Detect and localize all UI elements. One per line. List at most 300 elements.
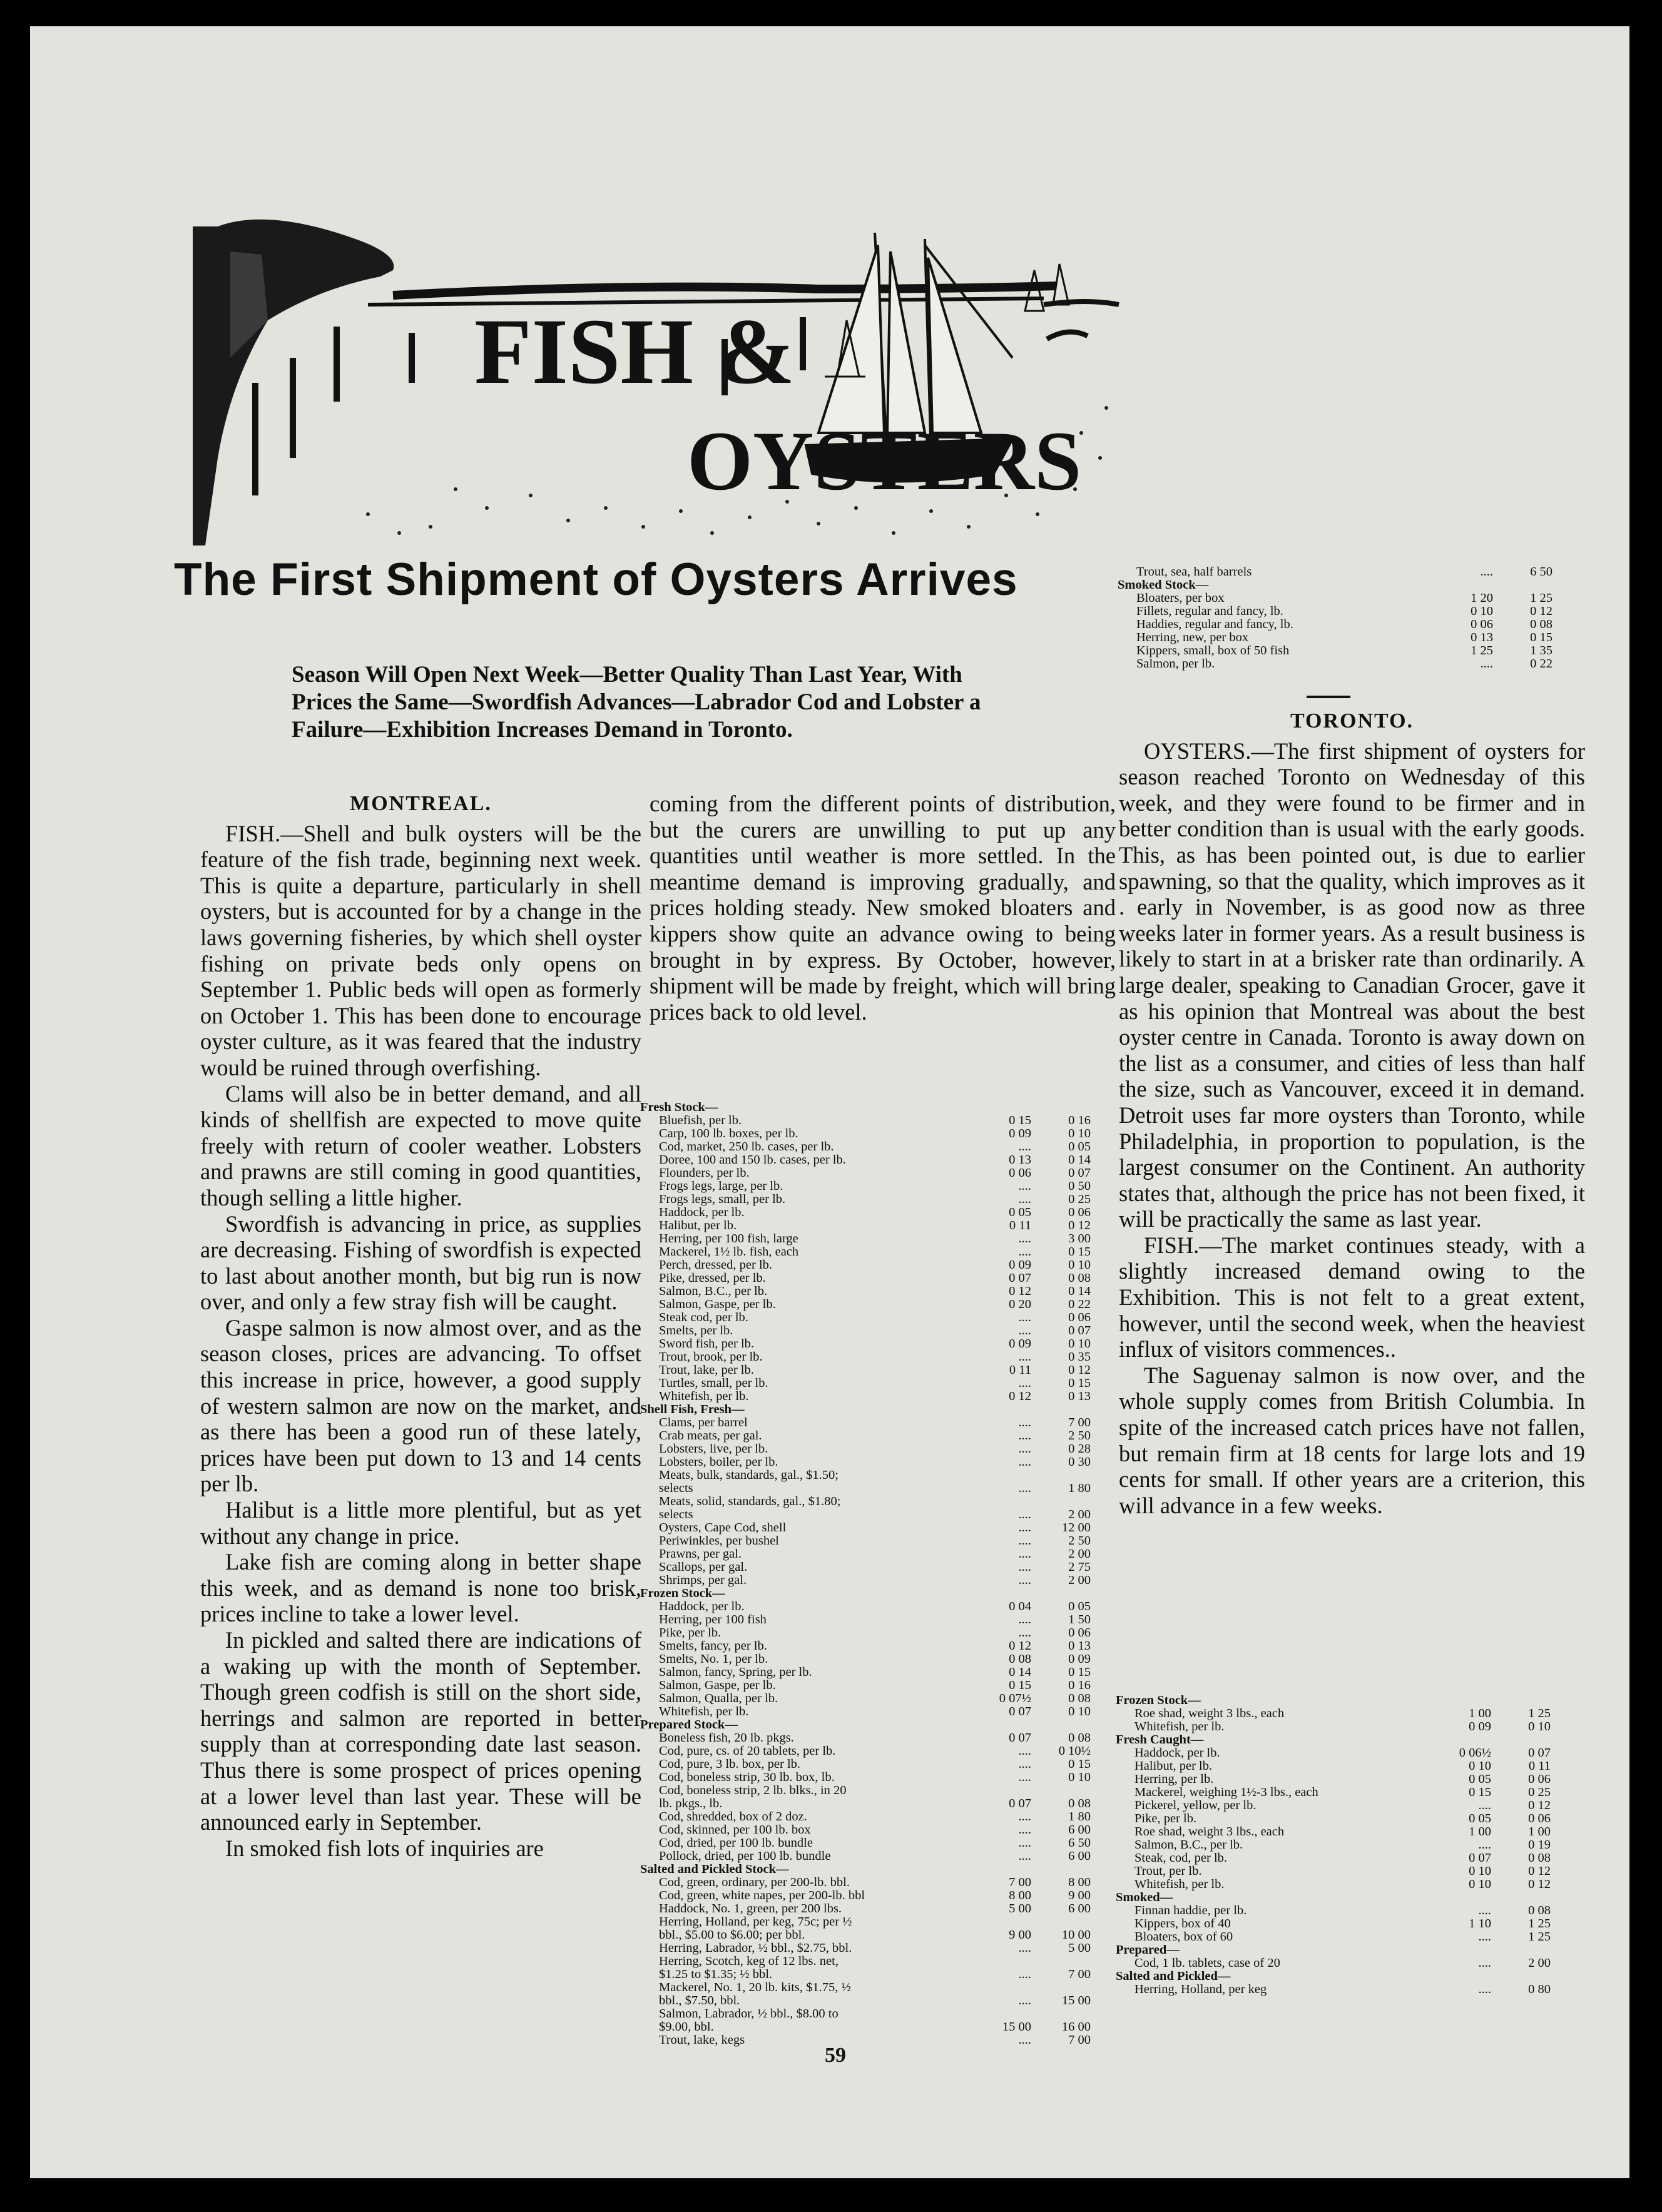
price-low: ....: [1018, 1535, 1031, 1548]
price-low: ....: [1018, 1232, 1031, 1246]
price-high: 2 00: [1528, 1957, 1551, 1970]
price-low: ....: [1018, 1824, 1031, 1837]
price-high: 2 00: [1068, 1508, 1091, 1521]
price-low: 0 12: [1009, 1285, 1031, 1298]
price-item-name: Herring, new, per box: [1136, 631, 1249, 644]
price-row: [640, 1469, 1116, 1482]
price-high: 0 30: [1068, 1456, 1091, 1469]
price-high: 1 25: [1528, 1707, 1551, 1720]
price-row: [640, 1259, 1116, 1272]
montreal-heading: MONTREAL.: [350, 792, 492, 815]
price-item-name: Flounders, per lb.: [659, 1167, 750, 1180]
price-high: 1 25: [1530, 592, 1552, 605]
price-item-name: Sword fish, per lb.: [659, 1337, 755, 1351]
price-row: [640, 1390, 1116, 1403]
price-low: 5 00: [1009, 1902, 1031, 1915]
price-high: 6 00: [1068, 1902, 1091, 1915]
price-item-name: $1.25 to $1.35; ½ bbl.: [659, 1968, 773, 1981]
price-item-name: Trout, per lb.: [1134, 1865, 1202, 1878]
price-item-name: Salmon, Gaspe, per lb.: [659, 1679, 776, 1692]
price-high: 1 80: [1068, 1810, 1091, 1824]
price-low: 0 07: [1009, 1272, 1031, 1285]
price-high: 1 35: [1530, 644, 1552, 657]
price-row: [1116, 1839, 1591, 1852]
price-item-name: Trout, sea, half barrels: [1136, 566, 1252, 579]
price-low: ....: [1018, 1613, 1031, 1626]
price-item-name: Cod, dried, per 100 lb. bundle: [659, 1837, 813, 1850]
price-row: [640, 1981, 1116, 1994]
price-row: [1118, 592, 1593, 605]
price-section-header: [640, 1718, 1116, 1732]
price-item-name: Cod, 1 lb. tablets, case of 20: [1134, 1957, 1280, 1970]
price-row: [640, 2021, 1116, 2034]
price-high: 2 00: [1068, 1574, 1091, 1587]
toronto-paragraph: The Saguenay salmon is now over, and the whole supply comes from British Columbia. In spite of the increased catch prices have not fallen, but remain firm at 18 cents for large lots and 19 cents for small. If other years are a criterion, this will advance in a few weeks.: [1119, 1362, 1585, 1518]
price-section-header: [1118, 579, 1593, 592]
price-section-label: Smoked—: [1116, 1891, 1173, 1904]
price-high: 0 08: [1068, 1732, 1091, 1745]
price-item-name: Cod, skinned, per 100 lb. box: [659, 1824, 811, 1837]
price-row: [640, 2007, 1116, 2021]
price-item-name: bbl., $7.50, bbl.: [659, 1994, 740, 2007]
price-item-name: Herring, per lb.: [1134, 1773, 1214, 1786]
price-low: ....: [1018, 1351, 1031, 1364]
price-low: ....: [1018, 1745, 1031, 1758]
montreal-paragraph: Swordfish is advancing in price, as supplies are decreasing. Fishing of swordfish is expected to last about another month, but big run is now over, and only a few stray fish will be caught.: [200, 1210, 641, 1315]
page-number: 59: [825, 2044, 846, 2067]
price-item-name: Clams, per barrel: [659, 1416, 748, 1429]
price-row: [640, 1666, 1116, 1679]
price-high: 0 22: [1068, 1298, 1091, 1311]
price-row: [1116, 1878, 1591, 1891]
price-section-label: Prepared Stock—: [640, 1718, 738, 1732]
price-low: 0 07: [1009, 1705, 1031, 1718]
price-high: 0 10: [1068, 1705, 1091, 1718]
price-low: 1 10: [1469, 1917, 1491, 1930]
price-item-name: Bloaters, per box: [1136, 592, 1225, 605]
price-section-label: Salted and Pickled—: [1116, 1970, 1231, 1983]
masthead-illustration: [193, 195, 1131, 549]
montreal-paragraph: Clams will also be in better demand, and all kinds of shellfish are expected to move quite freely with return of cooler weather. Lobsters and prawns are still coming in good quantities, though selling a little higher.: [200, 1080, 641, 1210]
montreal-paragraph: Lake fish are coming along in better shape this week, and as demand is none too brisk, prices incline to take a lower level.: [200, 1549, 641, 1627]
price-row: [640, 1994, 1116, 2007]
price-item-name: Mackerel, No. 1, 20 lb. kits, $1.75, ½: [659, 1981, 851, 1994]
price-item-name: bbl., $5.00 to $6.00; per bbl.: [659, 1929, 805, 1942]
price-high: 12 00: [1061, 1521, 1091, 1535]
price-high: 0 15: [1068, 1758, 1091, 1771]
price-item-name: Frogs legs, small, per lb.: [659, 1193, 786, 1206]
price-row: [640, 1613, 1116, 1626]
price-row: [1118, 657, 1593, 671]
toronto-heading: TORONTO.: [1290, 709, 1414, 733]
price-item-name: Kippers, small, box of 50 fish: [1136, 644, 1290, 657]
price-high: 2 00: [1068, 1548, 1091, 1561]
price-item-name: Smelts, per lb.: [659, 1324, 733, 1337]
price-high: 0 12: [1528, 1865, 1551, 1878]
price-low: 0 05: [1009, 1206, 1031, 1219]
price-high: 7 00: [1068, 1416, 1091, 1429]
price-low: ....: [1018, 1324, 1031, 1337]
price-row: [1116, 1825, 1591, 1839]
price-row: [640, 1521, 1116, 1535]
price-item-name: Herring, per 100 fish: [659, 1613, 767, 1626]
price-row: [640, 1127, 1116, 1140]
price-row: [1118, 605, 1593, 618]
price-item-name: Shrimps, per gal.: [659, 1574, 747, 1587]
price-row: [640, 1705, 1116, 1718]
price-high: 0 50: [1068, 1180, 1091, 1193]
price-high: 0 15: [1068, 1377, 1091, 1390]
price-high: 0 10: [1068, 1771, 1091, 1784]
price-low: 0 09: [1469, 1720, 1491, 1733]
price-item-name: Whitefish, per lb.: [1134, 1720, 1225, 1733]
price-item-name: Haddock, per lb.: [1134, 1747, 1220, 1760]
price-low: 0 11: [1009, 1364, 1031, 1377]
price-item-name: Cod, market, 250 lb. cases, per lb.: [659, 1140, 834, 1154]
price-low: ....: [1018, 1193, 1031, 1206]
price-low: ....: [1478, 1799, 1491, 1812]
price-high: 2 50: [1068, 1429, 1091, 1443]
price-low: 0 05: [1469, 1812, 1491, 1825]
price-item-name: Pike, per lb.: [1134, 1812, 1197, 1825]
masthead-title-line2: OYSTERS: [687, 415, 1082, 508]
price-low: 1 00: [1469, 1825, 1491, 1839]
price-low: 0 14: [1009, 1666, 1031, 1679]
price-item-name: Haddock, per lb.: [659, 1600, 745, 1613]
price-item-name: Herring, Labrador, ½ bbl., $2.75, bbl.: [659, 1942, 852, 1955]
price-item-name: Meats, bulk, standards, gal., $1.50;: [659, 1469, 839, 1482]
price-item-name: Frogs legs, large, per lb.: [659, 1180, 783, 1193]
price-section-label: Frozen Stock—: [1116, 1694, 1201, 1707]
price-high: 0 15: [1068, 1246, 1091, 1259]
price-section-header: [1116, 1733, 1591, 1747]
toronto-column: [1119, 708, 1585, 1518]
price-high: 0 06: [1068, 1626, 1091, 1640]
price-row: [640, 1968, 1116, 1981]
price-row: [640, 1246, 1116, 1259]
price-high: 0 05: [1068, 1140, 1091, 1154]
price-row: [640, 1219, 1116, 1232]
price-high: 5 00: [1068, 1942, 1091, 1955]
price-row: [640, 1640, 1116, 1653]
price-item-name: Whitefish, per lb.: [1134, 1878, 1225, 1891]
price-row: [640, 1784, 1116, 1797]
price-row: [640, 1824, 1116, 1837]
article-headline: The First Shipment of Oysters Arrives: [174, 554, 1018, 605]
price-row: [1116, 1957, 1591, 1970]
price-item-name: Smelts, fancy, per lb.: [659, 1640, 767, 1653]
price-row: [640, 1797, 1116, 1810]
price-high: 0 14: [1068, 1285, 1091, 1298]
price-row: [640, 1180, 1116, 1193]
price-item-name: Whitefish, per lb.: [659, 1705, 749, 1718]
price-section-label: Fresh Caught—: [1116, 1733, 1204, 1747]
price-item-name: Periwinkles, per bushel: [659, 1535, 779, 1548]
price-high: 0 19: [1528, 1839, 1551, 1852]
price-row: [1116, 1799, 1591, 1812]
price-low: 0 07: [1009, 1732, 1031, 1745]
price-low: ....: [1018, 1180, 1031, 1193]
price-low: ....: [1478, 1930, 1491, 1944]
price-item-name: Meats, solid, standards, gal., $1.80;: [659, 1495, 841, 1508]
price-row: [640, 1561, 1116, 1574]
price-item-name: Pike, per lb.: [659, 1626, 721, 1640]
price-row: [640, 1429, 1116, 1443]
price-high: 0 11: [1528, 1760, 1551, 1773]
price-high: 0 10: [1068, 1259, 1091, 1272]
price-row: [640, 1626, 1116, 1640]
price-low: 0 20: [1009, 1298, 1031, 1311]
price-item-name: Salmon, per lb.: [1136, 657, 1215, 671]
toronto-price-list: [1116, 1694, 1591, 1996]
price-low: ....: [1018, 1626, 1031, 1640]
price-row: [1116, 1917, 1591, 1930]
price-low: ....: [1480, 566, 1493, 579]
price-row: [640, 1337, 1116, 1351]
price-row: [640, 1810, 1116, 1824]
price-row: [640, 1232, 1116, 1246]
price-row: [640, 1955, 1116, 1968]
price-high: 0 08: [1068, 1692, 1091, 1705]
price-item-name: Carp, 100 lb. boxes, per lb.: [659, 1127, 798, 1140]
price-row: [640, 1377, 1116, 1390]
price-low: 0 09: [1009, 1127, 1031, 1140]
price-low: 1 25: [1471, 644, 1493, 657]
price-item-name: Steak, cod, per lb.: [1134, 1852, 1228, 1865]
price-high: 0 12: [1068, 1364, 1091, 1377]
price-item-name: Haddock, per lb.: [659, 1206, 745, 1219]
price-low: ....: [1018, 1521, 1031, 1535]
price-high: 0 10: [1068, 1127, 1091, 1140]
price-section-label: Prepared—: [1116, 1944, 1180, 1957]
price-item-name: Prawns, per gal.: [659, 1548, 742, 1561]
montreal-paragraph: Halibut is a little more plentiful, but as yet without any change in price.: [200, 1497, 641, 1549]
price-item-name: Mackerel, 1½ lb. fish, each: [659, 1246, 799, 1259]
price-item-name: Steak cod, per lb.: [659, 1311, 748, 1324]
price-row: [640, 1915, 1116, 1929]
price-row: [1116, 1904, 1591, 1917]
price-item-name: Cod, boneless strip, 2 lb. blks., in 20: [659, 1784, 847, 1797]
price-high: 9 00: [1068, 1889, 1091, 1902]
price-row: [640, 1732, 1116, 1745]
price-item-name: Roe shad, weight 3 lbs., each: [1134, 1707, 1285, 1720]
section-divider: [1307, 696, 1350, 698]
price-high: 16 00: [1061, 2021, 1091, 2034]
price-high: 8 00: [1068, 1876, 1091, 1889]
price-low: 0 08: [1009, 1653, 1031, 1666]
price-row: [640, 1600, 1116, 1613]
price-low: 0 10: [1469, 1865, 1491, 1878]
toronto-paragraph: FISH.—The market continues steady, with a slightly increased demand owing to the Exhibition. This is not felt to a great extent, however, until the second week, when the heaviest influx of visitors commences..: [1119, 1232, 1585, 1362]
price-high: 0 15: [1068, 1666, 1091, 1679]
price-high: 6 00: [1068, 1824, 1091, 1837]
article-deck: Season Will Open Next Week—Better Quality Than Last Year, With Prices the Same—Swordfish Advances—Labrador Cod and Lobster a Failure—Exhibition Increases Demand in Toronto.: [292, 662, 981, 743]
price-low: 0 06: [1009, 1167, 1031, 1180]
price-section-header: [640, 1403, 1116, 1416]
price-high: 1 00: [1528, 1825, 1551, 1839]
price-low: ....: [1018, 2034, 1031, 2047]
montreal-paragraph: FISH.—Shell and bulk oysters will be the feature of the fish trade, beginning next week. This is quite a departure, particularly in shell oysters, but is accounted for by a change in the laws governing fisheries, by which shell oyster fishing on private beds only opens on September 1. Public beds will open as formerly on October 1. This has been done to encourage oyster culture, as it was feared that the industry would be ruined through overfishing.: [200, 820, 641, 1080]
price-high: 0 10: [1528, 1720, 1551, 1733]
price-high: 1 80: [1068, 1482, 1091, 1495]
price-item-name: Haddock, No. 1, green, per 200 lbs.: [659, 1902, 842, 1915]
price-item-name: Salmon, Qualla, per lb.: [659, 1692, 778, 1705]
price-high: 6 00: [1068, 1850, 1091, 1863]
price-section-header: [1116, 1944, 1591, 1957]
montreal-paragraph: In smoked fish lots of inquiries are: [225, 1835, 544, 1861]
price-item-name: Lobsters, boiler, per lb.: [659, 1456, 778, 1469]
price-low: 0 15: [1469, 1786, 1491, 1799]
price-low: ....: [1018, 1456, 1031, 1469]
price-low: 8 00: [1009, 1889, 1031, 1902]
price-low: ....: [1478, 1983, 1491, 1996]
price-low: 0 09: [1009, 1337, 1031, 1351]
price-low: ....: [1018, 1482, 1031, 1495]
price-low: 1 20: [1471, 592, 1493, 605]
montreal-price-list-continued: [1118, 566, 1593, 671]
price-item-name: selects: [659, 1508, 693, 1521]
price-row: [1116, 1720, 1591, 1733]
price-high: 0 07: [1068, 1324, 1091, 1337]
price-row: [1116, 1852, 1591, 1865]
price-high: 0 06: [1528, 1812, 1551, 1825]
price-section-label: Smoked Stock—: [1118, 579, 1209, 592]
price-item-name: Perch, dressed, per lb.: [659, 1259, 773, 1272]
price-high: 0 14: [1068, 1154, 1091, 1167]
price-low: 0 15: [1009, 1679, 1031, 1692]
price-high: 0 08: [1528, 1852, 1551, 1865]
price-high: 7 00: [1068, 2034, 1091, 2047]
price-high: 0 13: [1068, 1390, 1091, 1403]
price-row: [640, 1889, 1116, 1902]
price-section-header: [640, 1587, 1116, 1600]
price-section-label: Fresh Stock—: [640, 1101, 718, 1114]
price-item-name: Cod, green, white napes, per 200-lb. bbl: [659, 1889, 865, 1902]
price-section-header: [640, 1101, 1116, 1114]
price-high: 0 12: [1528, 1878, 1551, 1891]
price-low: 0 09: [1009, 1259, 1031, 1272]
price-row: [1118, 618, 1593, 631]
price-low: 0 04: [1009, 1600, 1031, 1613]
price-row: [640, 1298, 1116, 1311]
price-item-name: Smelts, No. 1, per lb.: [659, 1653, 768, 1666]
newspaper-page: [30, 26, 1629, 2178]
price-row: [640, 1850, 1116, 1863]
price-high: 0 10½: [1058, 1745, 1091, 1758]
price-section-header: [1116, 1891, 1591, 1904]
price-low: ....: [1018, 1994, 1031, 2007]
price-row: [1118, 631, 1593, 644]
price-item-name: Halibut, per lb.: [659, 1219, 737, 1232]
price-row: [640, 1902, 1116, 1915]
price-low: 0 06½: [1459, 1747, 1491, 1760]
price-low: 0 12: [1009, 1640, 1031, 1653]
montreal-paragraph: Gaspe salmon is now almost over, and as the season closes, prices are advancing. To offset this increase in price, however, a good supply of western salmon are now on the market, and as there has been a good run of these lately, prices have been put down to 13 and 14 cents per lb.: [200, 1314, 641, 1497]
price-low: 1 00: [1469, 1707, 1491, 1720]
montreal-column: [200, 791, 641, 1861]
price-item-name: lb. pkgs., lb.: [659, 1797, 723, 1810]
price-high: 1 50: [1068, 1613, 1091, 1626]
price-row: [640, 1416, 1116, 1429]
price-high: 10 00: [1061, 1929, 1091, 1942]
price-low: 15 00: [1002, 2021, 1031, 2034]
price-item-name: Crab meats, per gal.: [659, 1429, 762, 1443]
price-row: [1116, 1930, 1591, 1944]
price-section-header: [1116, 1694, 1591, 1707]
price-row: [640, 1482, 1116, 1495]
price-low: 0 07: [1469, 1852, 1491, 1865]
price-low: 0 07: [1009, 1797, 1031, 1810]
price-item-name: Cod, green, ordinary, per 200-lb. bbl.: [659, 1876, 850, 1889]
price-low: ....: [1018, 1942, 1031, 1955]
price-item-name: Herring, Scotch, keg of 12 lbs. net,: [659, 1955, 839, 1968]
price-high: 0 08: [1528, 1904, 1551, 1917]
price-high: 0 06: [1068, 1311, 1091, 1324]
price-item-name: Trout, brook, per lb.: [659, 1351, 763, 1364]
price-high: 0 09: [1068, 1653, 1091, 1666]
price-low: 9 00: [1009, 1929, 1031, 1942]
price-item-name: Boneless fish, 20 lb. pkgs.: [659, 1732, 794, 1745]
price-row: [640, 1653, 1116, 1666]
price-high: 0 05: [1068, 1600, 1091, 1613]
price-low: ....: [1018, 1548, 1031, 1561]
price-item-name: $9.00, bbl.: [659, 2021, 714, 2034]
price-item-name: Trout, lake, kegs: [659, 2034, 745, 2047]
price-high: 1 25: [1528, 1917, 1551, 1930]
price-high: 0 22: [1530, 657, 1552, 671]
price-low: 0 12: [1009, 1390, 1031, 1403]
price-item-name: Cod, boneless strip, 30 lb. box, lb.: [659, 1771, 835, 1784]
price-section-label: Frozen Stock—: [640, 1587, 725, 1600]
price-low: ....: [1480, 657, 1493, 671]
price-item-name: Bloaters, box of 60: [1134, 1930, 1233, 1944]
price-high: 15 00: [1061, 1994, 1091, 2007]
price-item-name: Pickerel, yellow, per lb.: [1134, 1799, 1257, 1812]
price-row: [640, 1140, 1116, 1154]
price-high: 0 13: [1068, 1640, 1091, 1653]
price-low: ....: [1018, 1561, 1031, 1574]
price-item-name: Trout, lake, per lb.: [659, 1364, 754, 1377]
price-high: 6 50: [1530, 566, 1552, 579]
price-item-name: Salmon, Gaspe, per lb.: [659, 1298, 776, 1311]
price-row: [1118, 644, 1593, 657]
masthead-title-line1: FISH &: [474, 300, 795, 403]
toronto-paragraph: OYSTERS.—The first shipment of oysters for season reached Toronto on Wednesday of this week, and they were found to be firmer and in better condition than is usual with the early goods. This, as has been pointed out, is due to earlier spawning, so that the quality, which improves as it . early in November, is as good now as three weeks later in former years. As a result business is likely to start in at a brisker rate than ordinarily. A large dealer, speaking to Canadian Grocer, gave it as his opinion that Montreal was about the best oyster centre in Canada. Toronto is away down on the list as a consumer, and cities of less than half the size, such as Vancouver, exceed it in demand. Detroit uses far more oysters than Toronto, while Philadelphia, in proportion to population, is the largest consumer on the Continent. An authority states that, although the price has not been fixed, it will be practically the same as last year.: [1119, 738, 1585, 1232]
price-row: [640, 1837, 1116, 1850]
price-item-name: Salmon, Labrador, ½ bbl., $8.00 to: [659, 2007, 839, 2021]
price-high: 0 12: [1528, 1799, 1551, 1812]
price-high: 0 07: [1528, 1747, 1551, 1760]
price-row: [1116, 1865, 1591, 1878]
price-row: [640, 1758, 1116, 1771]
price-section-label: Salted and Pickled Stock—: [640, 1863, 789, 1876]
price-high: 0 07: [1068, 1167, 1091, 1180]
price-low: 0 07½: [999, 1692, 1031, 1705]
price-high: 0 08: [1068, 1272, 1091, 1285]
montreal-continuation: coming from the different points of distribution, but the curers are unwilling to put up any quantities until weather is more settled. In the meantime demand is improving gradually, and prices holding steady. New smoked bloaters and kippers show quite an advance owing to being brought in by express. By October, however, shipment will be made by freight, which will bring prices back to old level.: [650, 791, 1116, 1025]
price-low: 0 13: [1009, 1154, 1031, 1167]
price-item-name: Turtles, small, per lb.: [659, 1377, 768, 1390]
price-row: [640, 1535, 1116, 1548]
price-high: 7 00: [1068, 1968, 1091, 1981]
price-row: [640, 1745, 1116, 1758]
price-low: 0 10: [1469, 1760, 1491, 1773]
price-item-name: Finnan haddie, per lb.: [1134, 1904, 1247, 1917]
price-item-name: Lobsters, live, per lb.: [659, 1443, 768, 1456]
price-item-name: Salmon, fancy, Spring, per lb.: [659, 1666, 812, 1679]
price-high: 0 25: [1528, 1786, 1551, 1799]
price-item-name: Salmon, B.C., per lb.: [659, 1285, 768, 1298]
